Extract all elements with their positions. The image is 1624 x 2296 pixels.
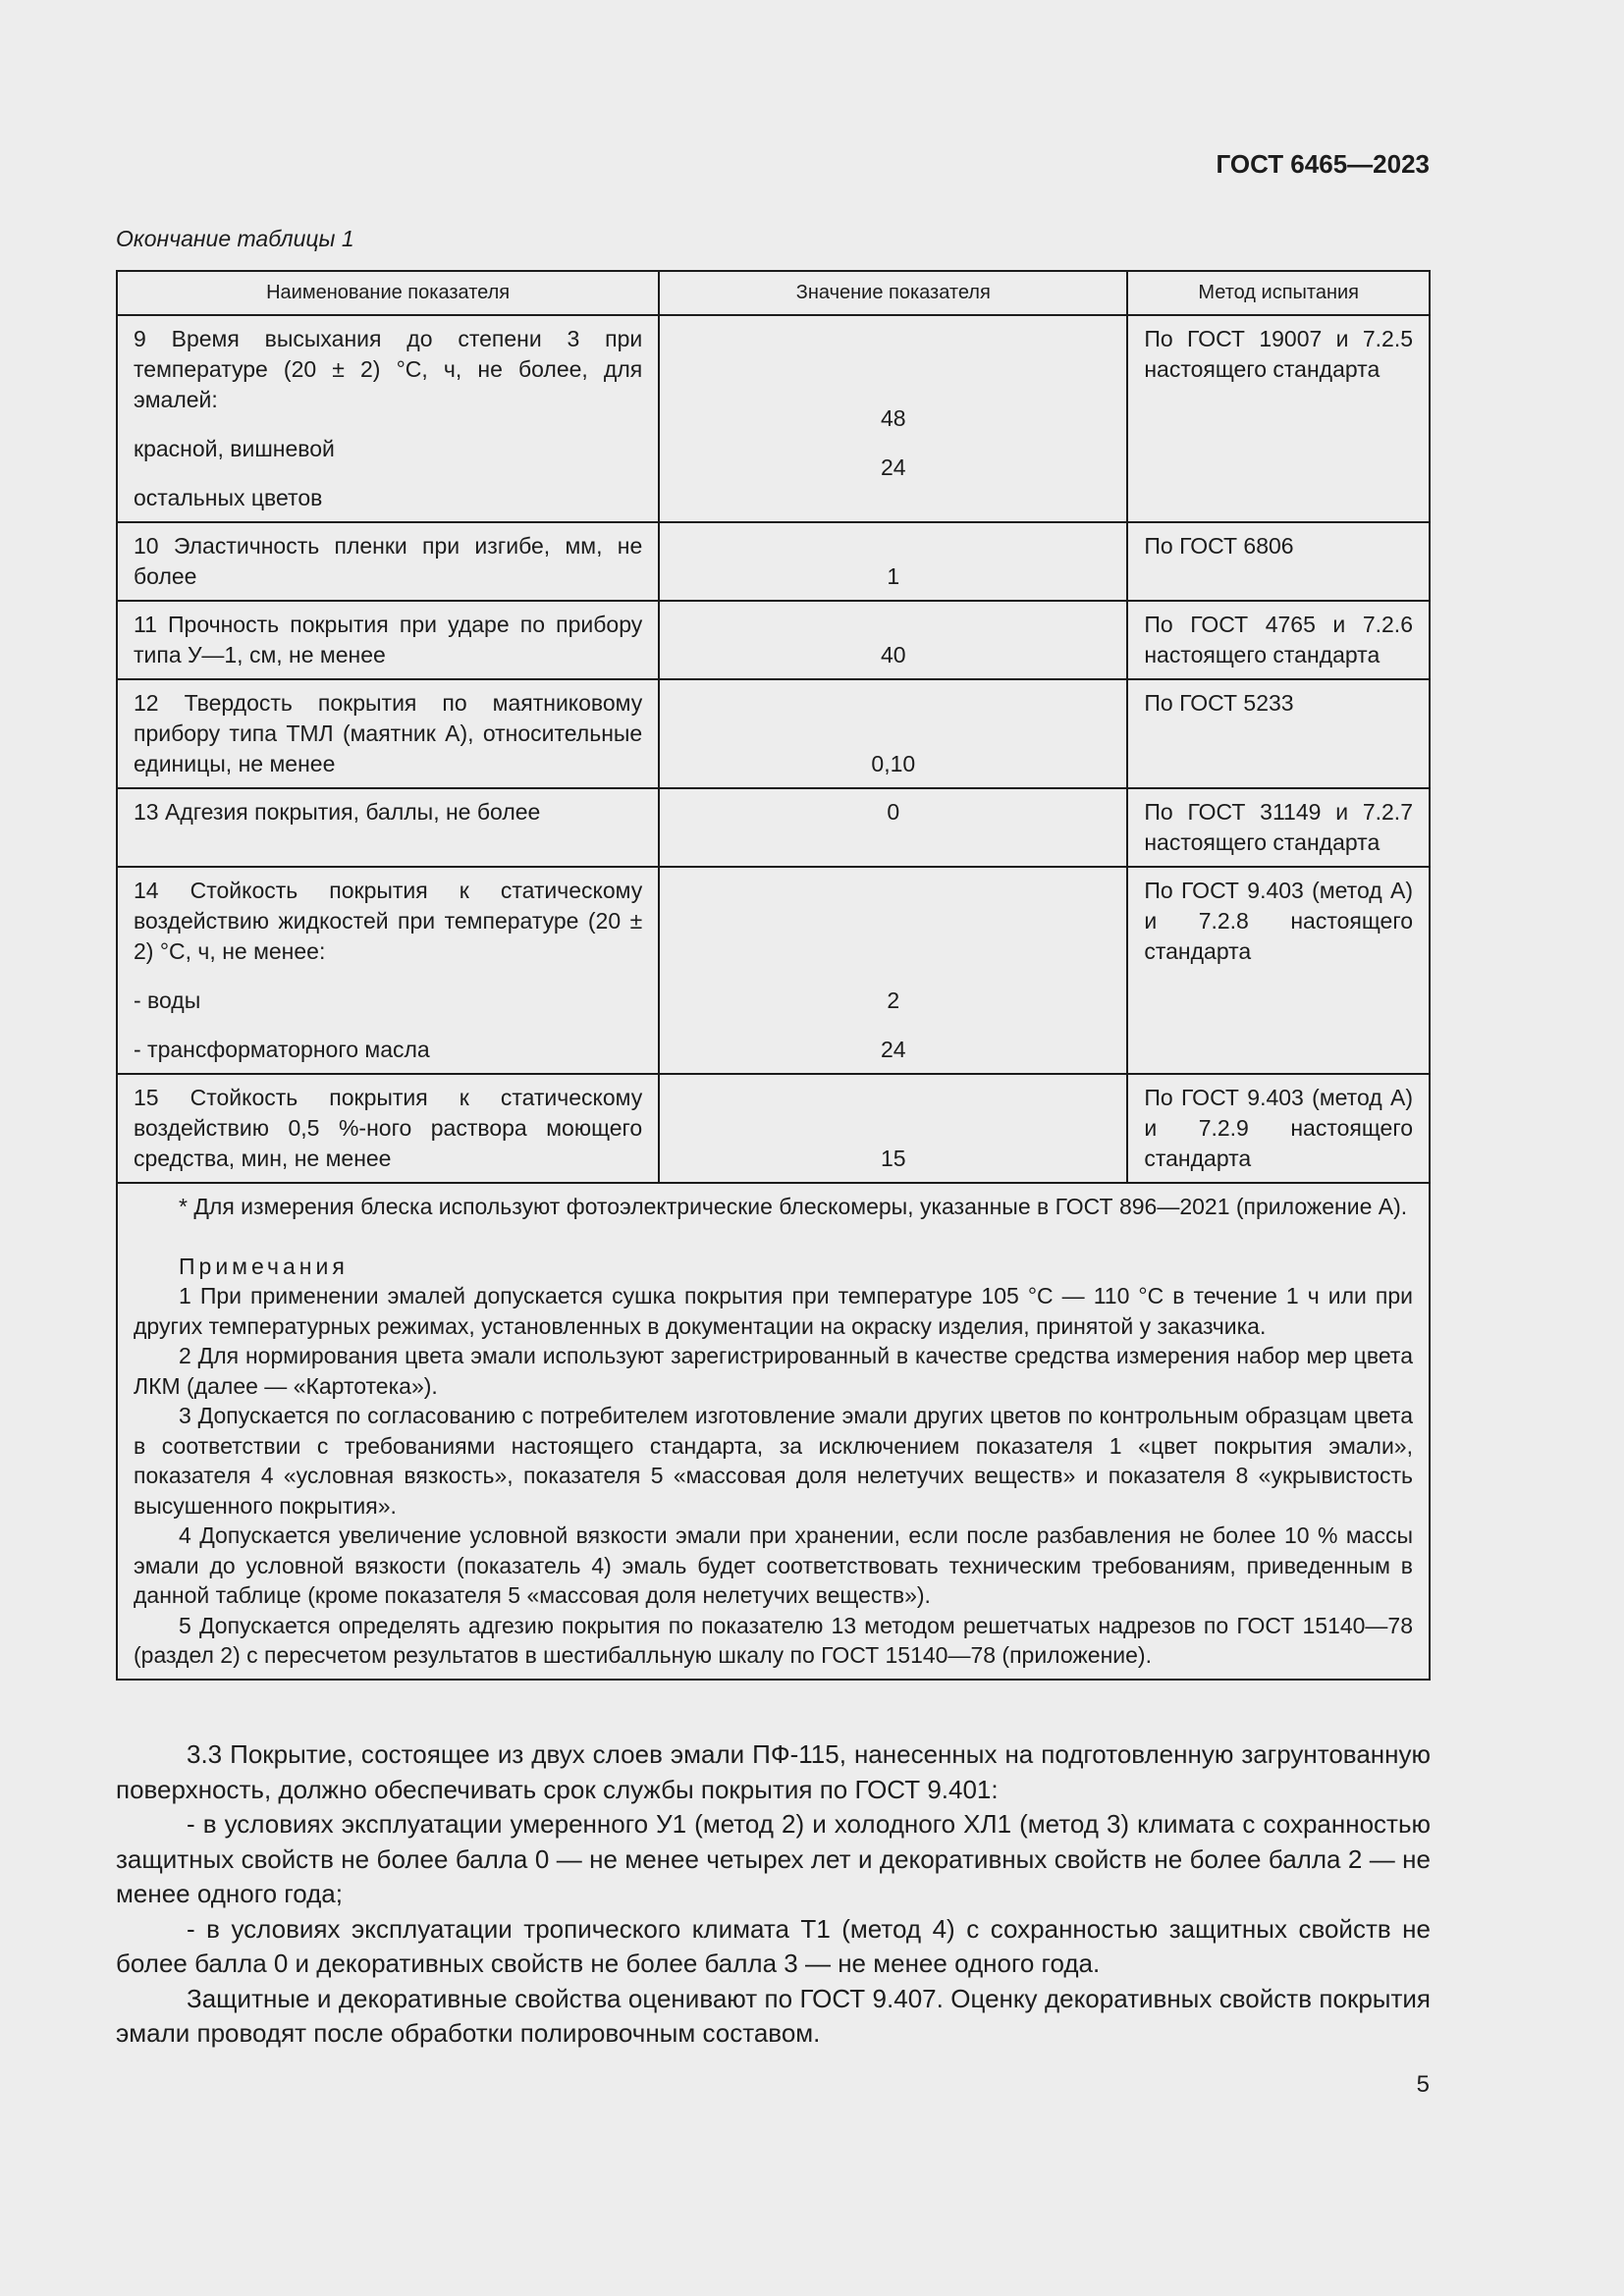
test-method-cell: По ГОСТ 5233 [1127, 679, 1430, 788]
table-row [117, 601, 1430, 679]
table-row [117, 315, 1430, 522]
sub-item-value: 2 [887, 988, 900, 1013]
indicator-value-cell [659, 867, 1127, 1074]
indicator-value-cell: 0 [659, 788, 1127, 867]
indicator-name: 14 Стойкость покрытия к статическому воздействию жидкостей при температуре (20 ± 2) °С, ч, не менее: [134, 878, 643, 964]
test-method-cell: По ГОСТ 4765 и 7.2.6 настоящего стандарта [1127, 601, 1430, 679]
indicator-value-cell: 40 [659, 601, 1127, 679]
body-text [116, 1737, 1431, 2052]
test-method-cell: По ГОСТ 6806 [1127, 522, 1430, 601]
sub-item-value: 24 [881, 1037, 906, 1062]
note-item: 4 Допускается увеличение условной вязкости эмали при хранении, если после разбавления не более 10 % массы эмали до условной вязкости (показатель 4) эмаль будет соответствовать техническим требованиям, приведенным в данной таблице (кроме показателя 5 «массовая доля нелетучих веществ»). [134, 1522, 1413, 1608]
sub-item-value: 48 [881, 405, 906, 431]
body-list-item: - в условиях эксплуатации умеренного У1 (метод 2) и холодного ХЛ1 (метод 3) климата с сохранностью защитных свойств не более балла 0 — не менее четырех лет и декоративных свойств не более балла 2 — не менее одного года; [116, 1809, 1431, 1908]
indicator-name-cell [117, 867, 659, 1074]
sub-item-label: - трансформаторного масла [134, 1037, 430, 1062]
indicator-name: 9 Время высыхания до степени 3 при температуре (20 ± 2) °С, ч, не более, для эмалей: [134, 326, 643, 412]
test-method-cell: По ГОСТ 31149 и 7.2.7 настоящего стандарта [1127, 788, 1430, 867]
sub-item-label: красной, вишневой [134, 436, 335, 461]
table-row [117, 788, 1430, 867]
footnote: * Для измерения блеска используют фотоэлектрические блескомеры, указанные в ГОСТ 896—2021 (приложение А). [179, 1194, 1408, 1219]
body-paragraph: Защитные и декоративные свойства оценивают по ГОСТ 9.407. Оценку декоративных свойств покрытия эмали проводят после обработки полировочным составом. [116, 1983, 1431, 2048]
table-row [117, 1074, 1430, 1183]
table-notes-row [117, 1183, 1430, 1680]
note-item: 1 При применении эмалей допускается сушка покрытия при температуре 105 °С — 110 °С в течение 1 ч или при других температурных режимах, установленных в документации на окраску изделия, принятой у заказчика. [134, 1283, 1413, 1339]
specification-table [116, 270, 1431, 1681]
body-paragraph: 3.3 Покрытие, состоящее из двух слоев эмали ПФ-115, нанесенных на подготовленную загрунтованную поверхность, должно обеспечивать срок службы покрытия по ГОСТ 9.401: [116, 1739, 1431, 1804]
column-header-name: Наименование показателя [117, 271, 659, 315]
test-method-cell: По ГОСТ 19007 и 7.2.5 настоящего стандарта [1127, 315, 1430, 522]
table-row [117, 679, 1430, 788]
table-caption: Окончание таблицы 1 [116, 226, 354, 251]
indicator-name-cell: 10 Эластичность пленки при изгибе, мм, не более [117, 522, 659, 601]
indicator-value-cell: 15 [659, 1074, 1127, 1183]
indicator-name-cell: 15 Стойкость покрытия к статическому воздействию 0,5 %-ного раствора моющего средства, мин, не менее [117, 1074, 659, 1183]
indicator-value-cell [659, 315, 1127, 522]
note-item: 3 Допускается по согласованию с потребителем изготовление эмали других цветов по контрольным образцам цвета в соответствии с требованиями настоящего стандарта, за исключением показателя 1 «цвет покрытия эмали», показателя 4 «условная вязкость», показателя 5 «массовая доля нелетучих веществ» и показателя 8 «укрывистость высушенного покрытия». [134, 1403, 1413, 1519]
notes-heading: Примечания [179, 1253, 349, 1279]
indicator-name-cell: 12 Твердость покрытия по маятниковому прибору типа ТМЛ (маятник А), относительные единицы, не менее [117, 679, 659, 788]
test-method-cell: По ГОСТ 9.403 (метод А) и 7.2.8 настоящего стандарта [1127, 867, 1430, 1074]
table-row [117, 522, 1430, 601]
indicator-name-cell: 13 Адгезия покрытия, баллы, не более [117, 788, 659, 867]
indicator-name-cell [117, 315, 659, 522]
body-list-item: - в условиях эксплуатации тропического климата Т1 (метод 4) с сохранностью защитных свойств не более балла 0 и декоративных свойств не более балла 3 — не менее одного года. [116, 1913, 1431, 1978]
test-method-cell: По ГОСТ 9.403 (метод А) и 7.2.9 настоящего стандарта [1127, 1074, 1430, 1183]
table-header-row [117, 271, 1430, 315]
table-notes [117, 1183, 1430, 1680]
indicator-value-cell: 0,10 [659, 679, 1127, 788]
note-item: 2 Для нормирования цвета эмали используют зарегистрированный в качестве средства измерения набор мер цвета ЛКМ (далее — «Картотека»). [134, 1343, 1413, 1399]
table-row [117, 867, 1430, 1074]
indicator-name-cell: 11 Прочность покрытия при ударе по прибору типа У—1, см, не менее [117, 601, 659, 679]
note-item: 5 Допускается определять адгезию покрытия по показателю 13 методом решетчатых надрезов по ГОСТ 15140—78 (раздел 2) с пересчетом результатов в шестибалльную шкалу по ГОСТ 15140—78 (приложение). [134, 1612, 1413, 1668]
column-header-method: Метод испытания [1127, 271, 1430, 315]
indicator-value-cell: 1 [659, 522, 1127, 601]
column-header-value: Значение показателя [659, 271, 1127, 315]
page-number: 5 [1416, 2071, 1430, 2098]
sub-item-label: остальных цветов [134, 485, 323, 510]
sub-item-label: - воды [134, 988, 201, 1013]
document-number: ГОСТ 6465—2023 [1216, 149, 1430, 179]
sub-item-value: 24 [881, 454, 906, 480]
